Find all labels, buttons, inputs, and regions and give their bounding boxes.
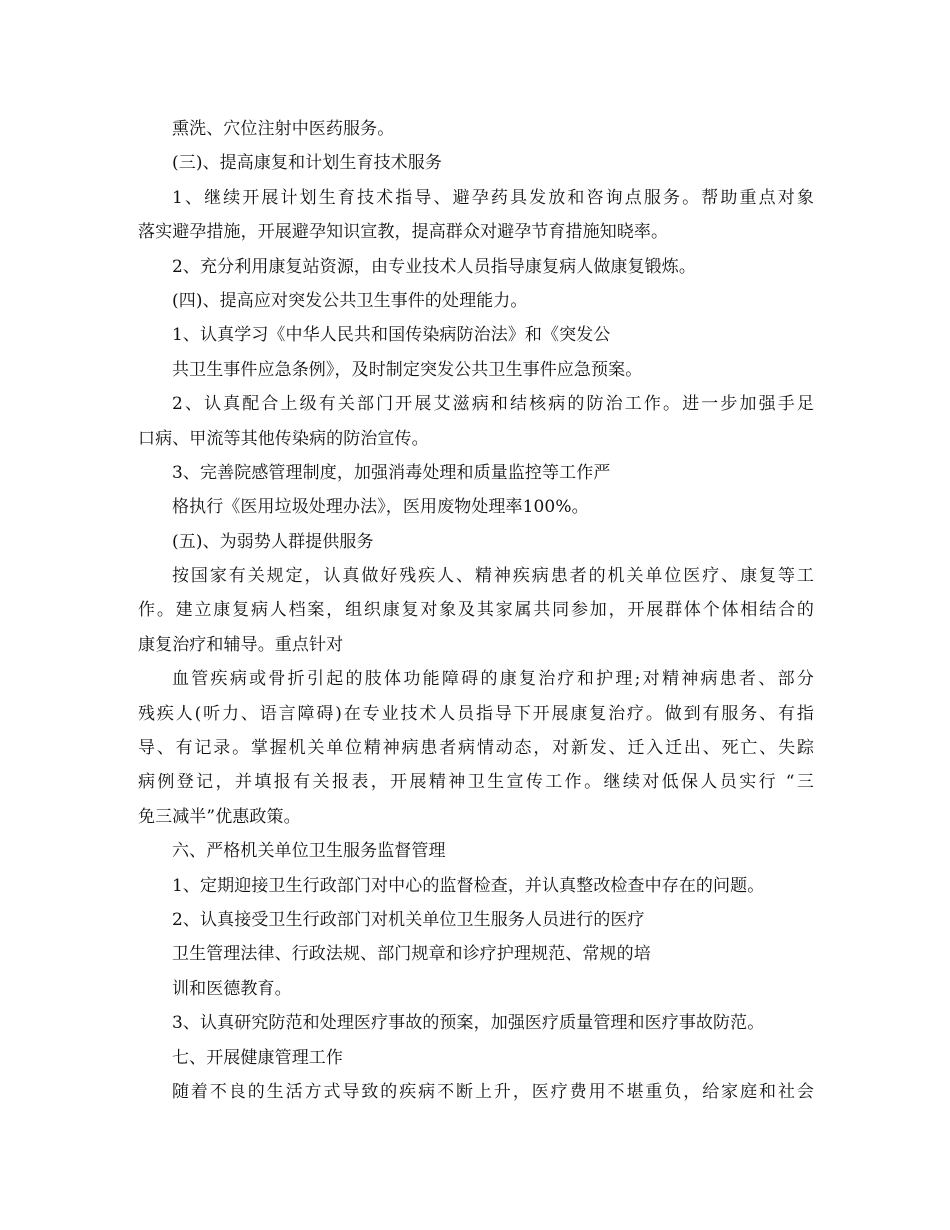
text-line: 免三减半”优惠政策。	[138, 806, 301, 827]
text-line: (四)、提高应对突发公共卫生事件的处理能力。	[172, 290, 528, 311]
text-line: 随着不良的生活方式导致的疾病不断上升，医疗费用不堪重负，给家庭和社会	[172, 1081, 814, 1102]
text-line: 残疾人(听力、语言障碍)在专业技术人员指导下开展康复治疗。做到有服务、有指	[138, 703, 814, 724]
text-line: 按国家有关规定，认真做好残疾人、精神疾病患者的机关单位医疗、康复等工	[172, 566, 814, 587]
text-line: 格执行《医用垃圾处理办法》，医用废物处理率100%。	[172, 497, 589, 518]
text-line: 卫生管理法律、行政法规、部门规章和诊疗护理规范、常规的培	[172, 944, 651, 965]
text-line: 七、开展健康管理工作	[172, 1047, 343, 1068]
text-line: 2、充分利用康复站资源，由专业技术人员指导康复病人做康复锻炼。	[172, 256, 696, 277]
text-line: 2、认真接受卫生行政部门对机关单位卫生服务人员进行的医疗	[172, 909, 645, 930]
text-line: 熏洗、穴位注射中医药服务。	[172, 119, 395, 139]
text-line: 1、继续开展计划生育技术指导、避孕药具发放和咨询点服务。帮助重点对象	[172, 187, 814, 208]
text-line: 六、严格机关单位卫生服务监督管理	[172, 841, 446, 862]
text-line: 共卫生事件应急条例》，及时制定突发公共卫生事件应急预案。	[172, 359, 643, 380]
text-line: (五)、为弱势人群提供服务	[172, 531, 374, 552]
text-line: 2、认真配合上级有关部门开展艾滋病和结核病的防治工作。进一步加强手足	[172, 394, 814, 415]
text-line: 3、认真研究防范和处理医疗事故的预案，加强医疗质量管理和医疗事故防范。	[172, 1013, 765, 1034]
document-body	[138, 112, 814, 1109]
text-line: 1、定期迎接卫生行政部门对中心的监督检查，并认真整改检查中存在的问题。	[172, 875, 765, 896]
text-line: 3、完善院感管理制度，加强消毒处理和质量监控等工作严	[172, 462, 611, 483]
text-line: 训和医德教育。	[172, 978, 292, 999]
text-line: 口病、甲流等其他传染病的防治宣传。	[138, 428, 429, 449]
text-line: 康复治疗和辅导。重点针对	[138, 634, 344, 655]
text-line: 导、有记录。掌握机关单位精神病患者病情动态，对新发、迁入迁出、死亡、失踪	[138, 738, 814, 759]
text-line: 作。建立康复病人档案，组织康复对象及其家属共同参加，开展群体个体相结合的	[138, 600, 814, 621]
text-line: 落实避孕措施，开展避孕知识宣教，提高群众对避孕节育措施知晓率。	[138, 222, 669, 243]
text-line: 血管疾病或骨折引起的肢体功能障碍的康复治疗和护理;对精神病患者、部分	[172, 669, 814, 690]
text-line: 病例登记，并填报有关报表，开展精神卫生宣传工作。继续对低保人员实行 “三	[138, 772, 814, 793]
text-line: (三)、提高康复和计划生育技术服务	[172, 153, 442, 174]
text-line: 1、认真学习《中华人民共和国传染病防治法》和《突发公	[172, 325, 611, 346]
